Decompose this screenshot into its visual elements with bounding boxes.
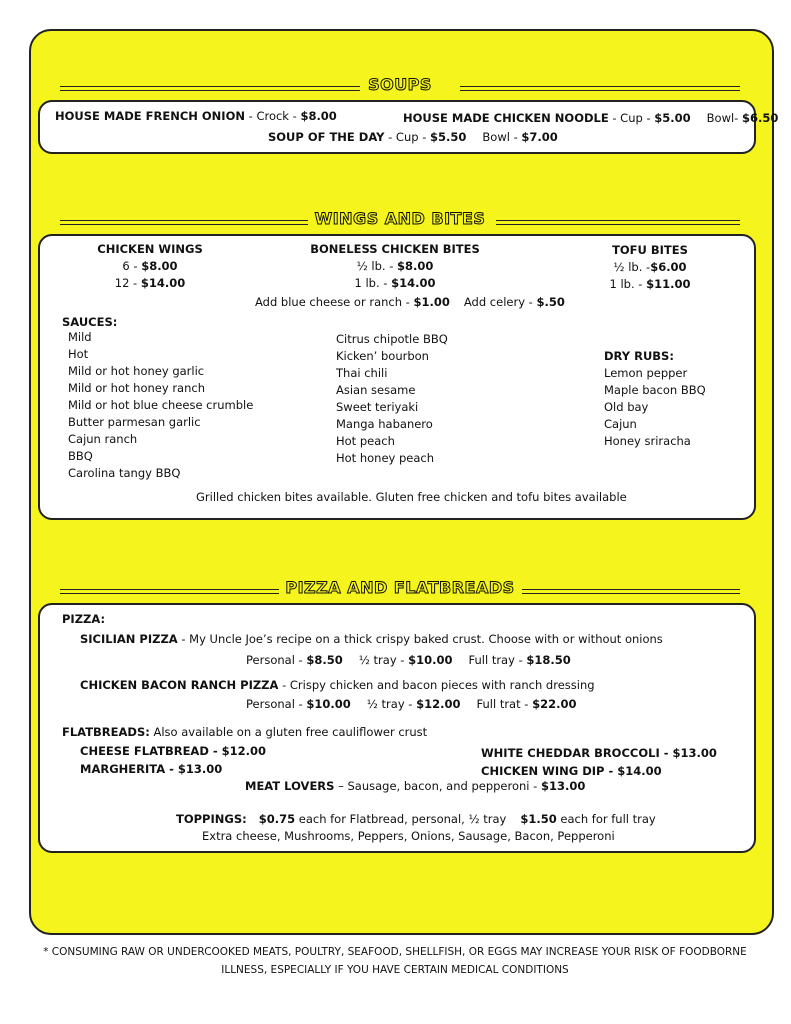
flatbreads-heading: FLATBREADS: Also available on a gluten free cauliflower crust bbox=[62, 725, 428, 739]
wings-addons: Add blue cheese or ranch - $1.00 Add celery - $.50 bbox=[255, 295, 565, 309]
chicken-wings-line2: 12 - $14.00 bbox=[114, 276, 186, 290]
food-safety-disclaimer bbox=[40, 943, 750, 979]
chicken-bacon-ranch-pizza: CHICKEN BACON RANCH PIZZA - Crispy chicken and bacon pieces with ranch dressing bbox=[80, 678, 595, 692]
list-item: Mild or hot honey garlic bbox=[68, 364, 205, 378]
pizza-label: PIZZA: bbox=[62, 612, 106, 626]
boneless-heading: BONELESS CHICKEN BITES bbox=[310, 242, 480, 256]
list-item: Asian sesame bbox=[336, 383, 416, 397]
list-item: Citrus chipotle BBQ bbox=[336, 332, 448, 346]
list-item: Manga habanero bbox=[336, 417, 433, 431]
cbr-prices: Personal - $10.00 ½ tray - $12.00 Full trat - $22.00 bbox=[246, 697, 577, 711]
list-item: Butter parmesan garlic bbox=[68, 415, 201, 429]
list-item: Mild or hot honey ranch bbox=[68, 381, 206, 395]
list-item: Hot bbox=[68, 347, 89, 361]
soup-chicken-noodle: HOUSE MADE CHICKEN NOODLE - Cup - $5.00 Bowl- $6.50 bbox=[403, 111, 779, 125]
toppings-list: Extra cheese, Mushrooms, Peppers, Onions, Sausage, Bacon, Pepperoni bbox=[202, 829, 615, 843]
list-item: Carolina tangy BBQ bbox=[68, 466, 181, 480]
wings-title: WINGS AND BITES bbox=[309, 209, 492, 228]
chicken-wings-line1: 6 - $8.00 bbox=[122, 259, 178, 273]
list-item: Mild bbox=[68, 330, 92, 344]
list-item: Old bay bbox=[604, 400, 649, 414]
list-item: Lemon pepper bbox=[604, 366, 688, 380]
margherita: MARGHERITA - $13.00 bbox=[80, 762, 223, 776]
cheese-flatbread: CHEESE FLATBREAD - $12.00 bbox=[80, 744, 267, 758]
disclaimer-line-1: * CONSUMING RAW OR UNDERCOOKED MEATS, POULTRY, SEAFOOD, SHELLFISH, OR EGGS MAY INCREASE YOUR RISK OF FOODBORNE bbox=[43, 946, 747, 958]
dry-rubs-label: DRY RUBS: bbox=[604, 349, 674, 363]
chicken-wing-dip: CHICKEN WING DIP - $14.00 bbox=[481, 764, 662, 778]
list-item: Hot peach bbox=[336, 434, 395, 448]
pizza-header bbox=[60, 578, 740, 604]
tofu-line1: ½ lb. -$6.00 bbox=[613, 260, 687, 274]
tofu-line2: 1 lb. - $11.00 bbox=[609, 277, 691, 291]
disclaimer-line-2: ILLNESS, ESPECIALLY IF YOU HAVE CERTAIN MEDICAL CONDITIONS bbox=[221, 964, 569, 976]
soups-title: SOUPS bbox=[362, 75, 438, 94]
list-item: Maple bacon BBQ bbox=[604, 383, 706, 397]
list-item: Hot honey peach bbox=[336, 451, 435, 465]
wings-note: Grilled chicken bites available. Gluten free chicken and tofu bites available bbox=[196, 490, 627, 504]
soup-of-the-day: SOUP OF THE DAY - Cup - $5.50 Bowl - $7.00 bbox=[268, 130, 558, 144]
sauces-list-2 bbox=[336, 331, 448, 467]
soups-header bbox=[60, 75, 740, 101]
list-item: Honey sriracha bbox=[604, 434, 691, 448]
list-item: Cajun ranch bbox=[68, 432, 138, 446]
list-item: BBQ bbox=[68, 449, 93, 463]
boneless-line1: ½ lb. - $8.00 bbox=[356, 259, 434, 273]
chicken-wings-heading: CHICKEN WINGS bbox=[97, 242, 203, 256]
list-item: Sweet teriyaki bbox=[336, 400, 419, 414]
white-cheddar-broccoli: WHITE CHEDDAR BROCCOLI - $13.00 bbox=[481, 746, 717, 760]
sicilian-pizza: SICILIAN PIZZA - My Uncle Joe’s recipe on a thick crispy baked crust. Choose with or without onions bbox=[80, 632, 663, 646]
list-item: Mild or hot blue cheese crumble bbox=[68, 398, 254, 412]
toppings-pricing: TOPPINGS: $0.75 each for Flatbread, personal, ½ tray $1.50 each for full tray bbox=[176, 812, 656, 826]
dry-rubs-list bbox=[604, 365, 706, 450]
wings-header bbox=[60, 209, 740, 235]
meat-lovers: MEAT LOVERS – Sausage, bacon, and pepperoni - $13.00 bbox=[245, 779, 586, 793]
soup-french-onion: HOUSE MADE FRENCH ONION - Crock - $8.00 bbox=[55, 109, 337, 123]
sauces-label: SAUCES: bbox=[62, 315, 118, 329]
sauces-list-1 bbox=[68, 329, 253, 482]
sicilian-prices: Personal - $8.50 ½ tray - $10.00 Full tray - $18.50 bbox=[246, 653, 571, 667]
boneless-line2: 1 lb. - $14.00 bbox=[354, 276, 436, 290]
list-item: Thai chili bbox=[336, 366, 388, 380]
list-item: Cajun bbox=[604, 417, 637, 431]
list-item: Kicken’ bourbon bbox=[336, 349, 429, 363]
tofu-heading: TOFU BITES bbox=[612, 243, 688, 257]
pizza-title: PIZZA AND FLATBREADS bbox=[279, 578, 520, 597]
